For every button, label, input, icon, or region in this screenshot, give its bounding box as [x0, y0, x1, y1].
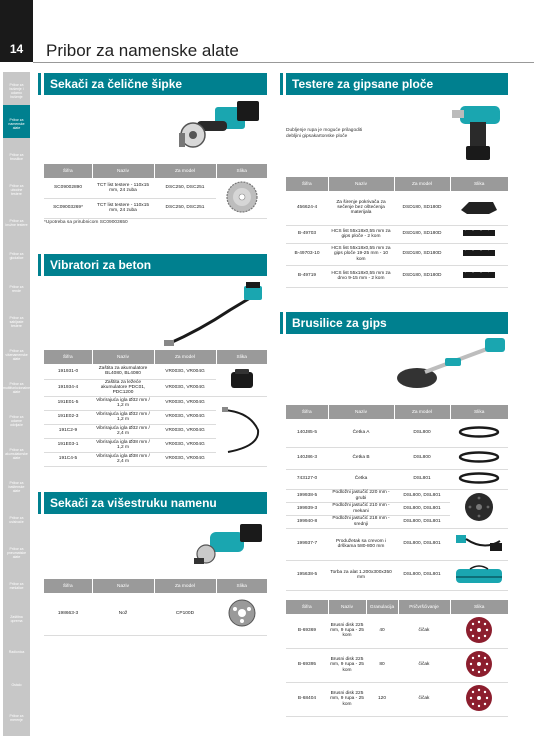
- col-sifra: Šifra: [44, 350, 92, 364]
- cell-naziv: Vibrirajuća igla Ø38 mm / 1,2 m: [92, 438, 154, 452]
- col-naziv: Naziv: [328, 405, 394, 419]
- drywall-sander-image: [395, 336, 510, 394]
- cell-naziv: TCT list testere - 110x15 mm, 24 zuba: [92, 178, 154, 198]
- table-sekaci-sipke: [44, 164, 267, 219]
- table-row: [286, 419, 508, 447]
- col-naziv: Naziv: [92, 350, 154, 364]
- cell-naziv: Zaštita za ležeće akumulatore PDC01, PDC1200: [92, 379, 154, 396]
- title-divider: [33, 62, 534, 63]
- blade-icon: [461, 248, 497, 258]
- cell-naziv: Za širenje pokrivača za sečenje bez oštećenja materijala: [328, 191, 394, 225]
- table-testere-gips: [286, 177, 508, 288]
- table-row: [286, 469, 508, 489]
- cell-sifra: 191C2-9: [44, 424, 92, 438]
- sanding-disc-icon: [465, 684, 493, 712]
- cell-model: DSL800, DSL801: [394, 489, 450, 502]
- sidebar-tab-10[interactable]: Pribor za multifunkcionalne alate: [3, 369, 30, 406]
- cell-model: DSL800, DSL801: [394, 515, 450, 528]
- cell-sifra: 199937-7: [286, 528, 328, 560]
- col-sifra: Šifra: [44, 164, 92, 178]
- cell-model: VR003G, VR004G: [154, 396, 216, 410]
- table-row: [44, 178, 267, 198]
- cell-model: DSL800: [394, 419, 450, 447]
- cell-naziv: Četka B: [328, 447, 394, 469]
- cell-model: DSD180, SD180D: [394, 243, 450, 265]
- col-sifra: Šifra: [286, 600, 328, 614]
- dust-shoe-icon: [459, 198, 499, 216]
- cell-model: VR003G, VR004G: [154, 452, 216, 466]
- cell-naziv: Vibrirajuća igla Ø32 mm / 1,2 m: [92, 410, 154, 424]
- extension-hose-image: [450, 528, 508, 560]
- col-model: Za model: [394, 177, 450, 191]
- cell-model: DSL801: [394, 469, 450, 489]
- col-model: Za model: [154, 164, 216, 178]
- table-sanding-discs: [286, 600, 508, 717]
- cutter-blade-image: [216, 593, 267, 635]
- blade-image: [450, 225, 508, 243]
- brush-image: [450, 469, 508, 489]
- cell-sifra: 191931-0: [44, 364, 92, 379]
- sanding-disc-image: [450, 614, 508, 648]
- sanding-disc-icon: [465, 650, 493, 678]
- cell-model: DSL800, DSL801: [394, 528, 450, 560]
- brush-ring-icon: [458, 426, 500, 438]
- cell-granulacija: 120: [366, 682, 398, 716]
- table-sekaci-namena: [44, 579, 267, 636]
- cell-pricvrscivanje: čičak: [398, 648, 450, 682]
- backing-pad-icon: [463, 491, 495, 523]
- table-row: [286, 225, 508, 243]
- cell-sifra: 199940-8: [286, 515, 328, 528]
- col-granulacija: Granulacija: [366, 600, 398, 614]
- cell-sifra: 199939-3: [286, 502, 328, 515]
- table-row: [286, 614, 508, 648]
- col-slika: Slika: [216, 350, 267, 364]
- sanding-disc-image: [450, 648, 508, 682]
- cell-sifra: SC09003269*: [44, 198, 92, 218]
- cell-model: VR003G, VR004G: [154, 424, 216, 438]
- table-row: [286, 489, 508, 502]
- sidebar-tab-1[interactable]: Pribor za bušenje i udarno bušenje: [3, 72, 30, 109]
- cell-pricvrscivanje: čičak: [398, 614, 450, 648]
- table-row: [286, 528, 508, 560]
- saw-blade-icon: [225, 180, 259, 214]
- cell-model: DSL800, DSL801: [394, 502, 450, 515]
- saw-blade-image: [216, 178, 267, 218]
- table-row: [44, 364, 267, 379]
- col-model: Za model: [154, 350, 216, 364]
- section-header-testere-gips: Testere za gipsane ploče: [286, 73, 508, 95]
- section-header-vibratori: Vibratori za beton: [44, 254, 267, 276]
- cell-sifra: 191E03-1: [44, 438, 92, 452]
- cell-model: DSD180, SD180D: [394, 191, 450, 225]
- brush-ring-icon: [458, 451, 500, 463]
- table-row: [286, 447, 508, 469]
- sidebar-tab-13[interactable]: Pribor za baštenske alate: [3, 468, 30, 505]
- cell-naziv: Podložni jastučić 210 mm - mekani: [328, 502, 394, 515]
- sidebar-tab-16[interactable]: Pribor za mešalice: [3, 567, 30, 604]
- col-model: Za model: [394, 405, 450, 419]
- cell-naziv: TCT list testere - 110x15 mm, 24 zuba: [92, 198, 154, 218]
- table-row: [286, 648, 508, 682]
- col-slika: Slika: [450, 177, 508, 191]
- col-slika: Slika: [450, 600, 508, 614]
- cell-sifra: 191C4-5: [44, 452, 92, 466]
- table-row: [44, 396, 267, 410]
- cell-model: DSC250, DSC251: [154, 178, 216, 198]
- cell-model: DSC250, DSC251: [154, 198, 216, 218]
- cell-model: VR003G, VR004G: [154, 410, 216, 424]
- table-row: [286, 265, 508, 287]
- sidebar-tab-11[interactable]: Pribor za udarne odvijače: [3, 402, 30, 439]
- section-header-sekaci-namena: Sekači za višestruku namenu: [44, 492, 267, 514]
- sidebar-tab-8[interactable]: Pribor za sabljaste testere: [3, 303, 30, 340]
- sidebar-tab-14[interactable]: Pribor za usisivače: [3, 501, 30, 538]
- blade-icon: [461, 270, 497, 280]
- cell-sifra: B-68404: [286, 682, 328, 716]
- sidebar-tab-20[interactable]: Pribor za merenje: [3, 699, 30, 736]
- cell-pricvrscivanje: čičak: [398, 682, 450, 716]
- cell-sifra: B-69369: [286, 614, 328, 648]
- dust-shoe-image: [450, 191, 508, 225]
- cell-naziv: Brusni disk 225 mm, 9 rupa - 25 kom: [328, 648, 366, 682]
- sidebar-tab-9[interactable]: Pribor za višenamenske alate: [3, 336, 30, 373]
- concrete-vibrator-image: [160, 280, 270, 350]
- page-title: Pribor za namenske alate: [46, 41, 239, 60]
- sidebar-tab-5[interactable]: Pribor za kružne testere: [3, 204, 30, 241]
- col-naziv: Naziv: [92, 579, 154, 593]
- footnote: *Upotreba sa prirubnicom SC09003650: [44, 220, 128, 225]
- cell-naziv: Vibrirajuća igla Ø38 mm / 2,4 m: [92, 452, 154, 466]
- table-row: [286, 560, 508, 590]
- cell-model: DSL800: [394, 447, 450, 469]
- vibrating-needle-icon: [220, 402, 264, 458]
- blade-image: [450, 265, 508, 287]
- cell-sifra: B-49719: [286, 265, 328, 287]
- col-sifra: Šifra: [286, 177, 328, 191]
- drywall-saw-image: [450, 100, 510, 164]
- cell-sifra: 140J86-3: [286, 447, 328, 469]
- section-header-brusilice-gips: Brusilice za gips: [286, 312, 508, 334]
- col-naziv: Naziv: [328, 600, 366, 614]
- side-navigation: [0, 72, 33, 732]
- cell-naziv: Četka: [328, 469, 394, 489]
- cell-sifra: 199938-5: [286, 489, 328, 502]
- extension-hose-icon: [454, 531, 504, 555]
- cell-sifra: B-49703-10: [286, 243, 328, 265]
- cell-sifra: 198663-3: [44, 593, 92, 635]
- table-row: [286, 243, 508, 265]
- col-model: Za model: [154, 579, 216, 593]
- cell-sifra: B-69395: [286, 648, 328, 682]
- cell-naziv: Torba za alat 1.200x300x350 mm: [328, 560, 394, 590]
- backing-pad-image: [450, 489, 508, 528]
- sidebar-tab-15[interactable]: Pribor za pneumatske alate: [3, 534, 30, 571]
- cell-sifra: 743127-0: [286, 469, 328, 489]
- col-pricvrscivanje: Pričvršćivanje: [398, 600, 450, 614]
- cell-naziv: Četka A: [328, 419, 394, 447]
- table-brusilice-gips: [286, 405, 508, 591]
- cutter-blade-icon: [226, 597, 258, 629]
- section-description: Dubljenje rupa je moguće prilagoditi debljini gipsakartonske ploče: [286, 128, 363, 139]
- sidebar-tab-3[interactable]: Pribor za brusilice: [3, 138, 30, 175]
- sidebar-tab-18[interactable]: Radionica: [3, 633, 30, 670]
- cell-naziv: HCS list 55x18x0,55 mm za gips ploče - 2 kom: [328, 225, 394, 243]
- cell-model: DSD180, SD180D: [394, 225, 450, 243]
- sidebar-tab-7[interactable]: Pribor za rende: [3, 270, 30, 307]
- table-row: [286, 682, 508, 716]
- cell-naziv: Podložni jastučić 220 mm - grubi: [328, 489, 394, 502]
- col-slika: Slika: [216, 579, 267, 593]
- blade-image: [450, 243, 508, 265]
- cell-naziv: Nož: [92, 593, 154, 635]
- cell-naziv: Zaštita za akumulatore BL4080, BL4080: [92, 364, 154, 379]
- vibrating-needle-image: [216, 396, 267, 466]
- multi-cutter-image: [190, 518, 266, 568]
- col-slika: Slika: [450, 405, 508, 419]
- cell-sifra: 195638-5: [286, 560, 328, 590]
- cell-naziv: Brusni disk 225 mm, 9 rupa - 25 kom: [328, 682, 366, 716]
- col-sifra: Šifra: [44, 579, 92, 593]
- cell-naziv: Produžetak sa crevom i drškama 580-800 mm: [328, 528, 394, 560]
- cell-sifra: 191E01-5: [44, 396, 92, 410]
- brush-image: [450, 447, 508, 469]
- cell-naziv: Brusni disk 225 mm, 9 rupa - 25 kom: [328, 614, 366, 648]
- sidebar-tab-12[interactable]: Pribor za akumulatorske alate: [3, 435, 30, 472]
- cell-model: VR003G, VR004G: [154, 364, 216, 379]
- cell-sifra: 456624-4: [286, 191, 328, 225]
- cell-model: CP100D: [154, 593, 216, 635]
- sidebar-tab-17[interactable]: Zaštitna oprema: [3, 600, 30, 637]
- brush-ring-icon: [458, 472, 500, 484]
- sanding-disc-image: [450, 682, 508, 716]
- cell-model: DSL800, DSL801: [394, 560, 450, 590]
- sidebar-tab-4[interactable]: Pribor za ubodne testere: [3, 171, 30, 208]
- cell-naziv: Vibrirajuća igla Ø32 mm / 1,2 m: [92, 396, 154, 410]
- cell-granulacija: 40: [366, 614, 398, 648]
- cell-naziv: HCS list 55x18x0,55 mm za gips ploče 19-25 mm - 10 kom: [328, 243, 394, 265]
- section-header-sekaci-sipke: Sekači za čelične šipke: [44, 73, 267, 95]
- tool-bag-icon: [454, 563, 504, 585]
- brush-image: [450, 419, 508, 447]
- cell-naziv: HCS list 55x18x0,55 mm za drvo 9-15 mm - 2 kom: [328, 265, 394, 287]
- cell-sifra: SC09002890: [44, 178, 92, 198]
- cell-sifra: 191934-4: [44, 379, 92, 396]
- battery-guard-image: [216, 364, 267, 396]
- cell-naziv: Vibrirajuća igla Ø32 mm / 2,4 m: [92, 424, 154, 438]
- sanding-disc-icon: [465, 616, 493, 644]
- cell-granulacija: 80: [366, 648, 398, 682]
- blade-icon: [461, 228, 497, 238]
- sidebar-tab-2[interactable]: Pribor za namenske alate: [3, 105, 30, 142]
- cell-sifra: 140J85-5: [286, 419, 328, 447]
- steel-rod-cutter-image: [175, 97, 265, 157]
- table-row: [44, 593, 267, 635]
- col-slika: Slika: [216, 164, 267, 178]
- table-vibratori: [44, 350, 267, 467]
- cell-model: DSD180, SD180D: [394, 265, 450, 287]
- table-row: [286, 191, 508, 225]
- col-naziv: Naziv: [328, 177, 394, 191]
- cell-model: VR003G, VR004G: [154, 379, 216, 396]
- cell-model: VR003G, VR004G: [154, 438, 216, 452]
- col-naziv: Naziv: [92, 164, 154, 178]
- battery-guard-icon: [229, 368, 255, 390]
- page-number: 14: [0, 0, 33, 62]
- cell-naziv: Podložni jastučić 218 mm - srednji: [328, 515, 394, 528]
- cell-sifra: 191E02-3: [44, 410, 92, 424]
- cell-sifra: B-49703: [286, 225, 328, 243]
- sidebar-tab-19[interactable]: Ostalo: [3, 666, 30, 703]
- col-sifra: Šifra: [286, 405, 328, 419]
- tool-bag-image: [450, 560, 508, 590]
- sidebar-tab-6[interactable]: Pribor za glodalice: [3, 237, 30, 274]
